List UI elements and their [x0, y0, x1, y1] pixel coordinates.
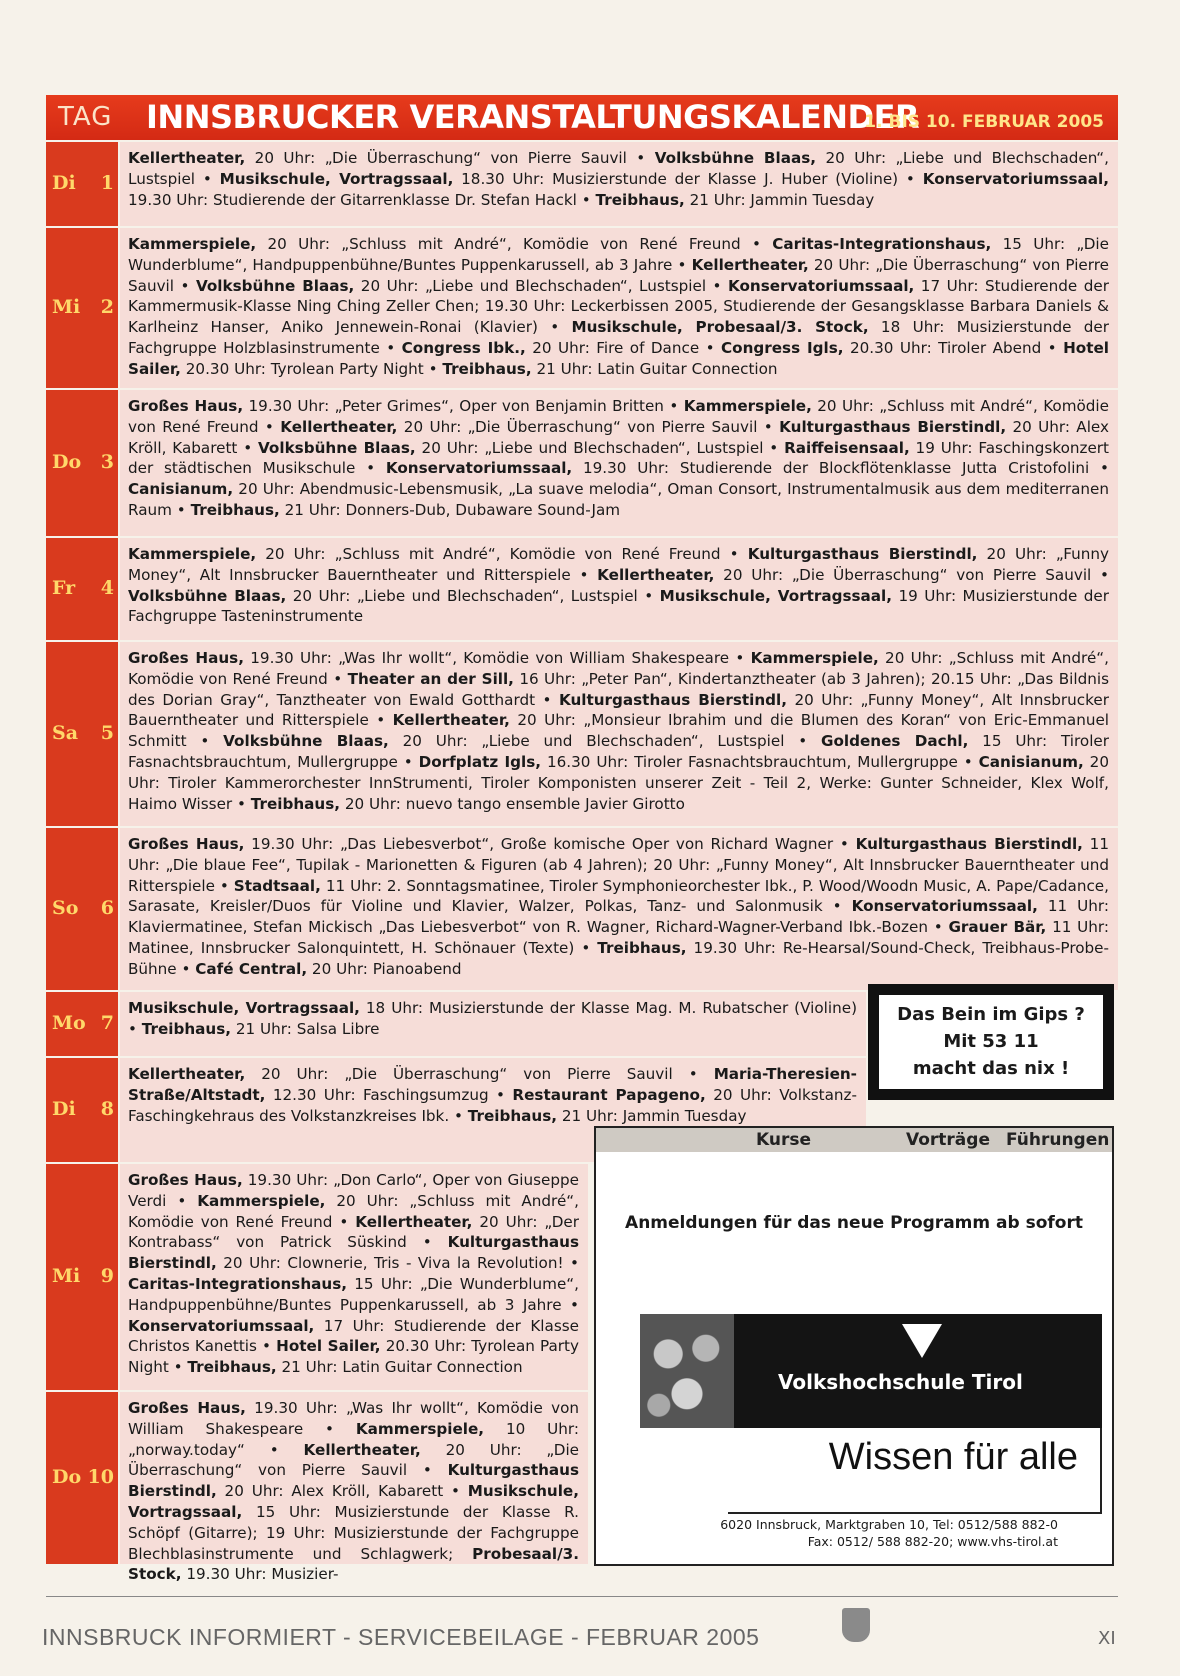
- venue-name: Kellertheater,: [691, 255, 809, 274]
- event-details: 19.30 Uhr: „Was Ihr wollt“, Komödie von William Shakespeare •: [128, 1399, 579, 1438]
- event-details: 16.30 Uhr: Tiroler Fasnachtsbrauchtum, Mullergruppe •: [541, 752, 979, 771]
- event-details: 18 Uhr: Musizierstunde der Klasse Mag. M. Rubatscher (Violine) •: [128, 999, 857, 1038]
- venue-name: Musikschule, Vortragssaal,: [219, 169, 454, 188]
- venue-name: Kellertheater,: [128, 149, 246, 167]
- day-events: [120, 538, 1118, 640]
- event-details: 19.30 Uhr: „Peter Grimes“, Oper von Benjamin Britten •: [243, 397, 684, 415]
- venue-name: Kellertheater,: [392, 711, 510, 730]
- day-row: [46, 228, 1118, 388]
- calendar-header: [46, 95, 1118, 140]
- event-details: 20 Uhr: „Schluss mit André“, Komödie von René Freund •: [256, 545, 748, 563]
- event-details: 20 Uhr: „Die Überraschung“ von Pierre Sauvil •: [245, 1065, 714, 1083]
- event-details: 18 Uhr: Musizierstunde der Fachgruppe Holzblasinstrumente •: [128, 318, 1110, 357]
- event-details: 20.30 Uhr: Tiroler Abend •: [843, 338, 1064, 357]
- venue-name: Kulturgasthaus Bierstindl,: [779, 417, 1007, 436]
- vhs-tab-vortraege: Vorträge: [906, 1130, 990, 1150]
- header-dates: 1. BIS 10. FEBRUAR 2005: [864, 112, 1104, 132]
- venue-name: Kammerspiele,: [683, 397, 812, 415]
- venue-name: Kulturgasthaus Bierstindl,: [128, 1233, 579, 1273]
- vhs-tab-fuehrungen: Führungen: [1006, 1130, 1110, 1150]
- event-details: 20 Uhr: „Schluss mit André“, Komödie von René Freund •: [128, 1191, 579, 1231]
- day-label: [46, 828, 118, 990]
- venue-name: Volksbühne Blaas,: [128, 586, 287, 605]
- event-details: 15 Uhr: Musizierstunde der Klasse R. Schöpf (Gitarre); 19 Uhr: Musizierstunde der Fachgruppe Blechblasinstrumente und Schlagwerk;: [128, 1502, 579, 1563]
- event-details: 11 Uhr: Matinee, Innsbrucker Salonquintett, H. Schönauer (Texte) •: [128, 918, 1109, 957]
- day-number: 6: [100, 897, 114, 919]
- venue-name: Raiffeisensaal,: [784, 438, 910, 457]
- event-details: 17 Uhr: Studierende der Klasse Christos Kanettis •: [128, 1316, 579, 1356]
- event-details: 19.30 Uhr: Studierende der Blockflötenklasse Jutta Cristofolini •: [572, 459, 1109, 478]
- page-number: XI: [1098, 1628, 1116, 1649]
- event-details: 20 Uhr: „Die Überraschung“ von Pierre Sauvil •: [128, 1440, 580, 1480]
- event-details: 10 Uhr: „norway.today“ •: [128, 1419, 579, 1459]
- day-number: 9: [100, 1265, 114, 1287]
- venue-name: Musikschule, Probesaal/3. Stock,: [571, 318, 869, 337]
- venue-name: Stadtsaal,: [233, 876, 321, 895]
- venue-name: Kulturgasthaus Bierstindl,: [747, 545, 978, 563]
- venue-name: Großes Haus,: [128, 835, 245, 853]
- day-label: [46, 642, 118, 826]
- event-details: 20 Uhr: „Schluss mit André“, Komödie von René Freund •: [128, 397, 1109, 436]
- vhs-group-photo: [640, 1314, 734, 1428]
- venue-name: Kellertheater,: [303, 1440, 421, 1459]
- vhs-fax-line: Fax: 0512/ 588 882-20; www.vhs-tirol.at: [807, 1534, 1058, 1549]
- venue-name: Konservatoriumssaal,: [922, 169, 1109, 188]
- venue-name: Treibhaus,: [190, 500, 280, 519]
- event-details: 21 Uhr: Jammin Tuesday: [557, 1106, 747, 1125]
- venue-name: Treibhaus,: [442, 359, 532, 378]
- day-events: [120, 992, 866, 1056]
- venue-name: Konservatoriumssaal,: [128, 1316, 315, 1335]
- event-details: 21 Uhr: Salsa Libre: [231, 1019, 380, 1038]
- event-details: 20 Uhr: Alex Kröll, Kabarett •: [128, 417, 1109, 457]
- venue-name: Konservatoriumssaal,: [385, 459, 573, 478]
- event-details: 20 Uhr: „Monsieur Ibrahim und die Blumen des Koran“ von Eric-Emmanuel Schmitt •: [128, 711, 1110, 751]
- day-name: Do: [52, 1466, 82, 1488]
- venue-name: Kammerspiele,: [750, 649, 879, 667]
- event-details: 12.30 Uhr: Faschingsumzug •: [265, 1085, 513, 1104]
- venue-name: Musikschule, Vortragssaal,: [128, 1482, 579, 1521]
- city-crest-icon: [842, 1608, 870, 1642]
- day-label: [46, 1164, 118, 1390]
- event-details: 11 Uhr: Klaviermatinee, Stefan Mickisch „Das Liebesverbot“ von R. Wagner, Richard-Wagner-Verband Ibk.-Bozen •: [128, 897, 1109, 937]
- day-number: 3: [100, 451, 114, 473]
- venue-name: Dorfplatz Igls,: [418, 752, 542, 771]
- event-details: 20 Uhr: „Schluss mit André“, Komödie von René Freund •: [128, 649, 1110, 688]
- day-label: [46, 390, 118, 536]
- event-details: 20 Uhr: Alex Kröll, Kabarett •: [216, 1482, 468, 1501]
- venue-name: Probesaal/3. Stock,: [128, 1544, 579, 1584]
- day-events: [120, 1392, 588, 1584]
- ad-gips-line2: Mit 53 11: [943, 1031, 1039, 1052]
- vhs-banner: [640, 1314, 1102, 1428]
- footer-divider: [46, 1596, 1118, 1597]
- event-details: 17 Uhr: Studierende der Kammermusik-Klasse Ning Ching Zeller Chen; 19.30 Uhr: Leckerbissen 2005, Studierende der Gesangsklasse Barbara Daniels & Karlheinz Hanser, Aniko Jennewein-Ronai (Klavier) •: [128, 276, 1109, 337]
- event-details: 15 Uhr: „Die Wunderblume“, Handpuppenbühne/Buntes Puppenkarussell, ab 3 Jahre •: [128, 235, 1109, 274]
- event-details: 20 Uhr: „Die Überraschung“ von Pierre Sauvil •: [245, 149, 655, 167]
- day-number: 1: [100, 172, 114, 194]
- venue-name: Volksbühne Blaas,: [195, 276, 355, 295]
- vhs-announcement: Anmeldungen für das neue Programm ab sofort: [625, 1213, 1083, 1233]
- vhs-name: Volkshochschule Tirol: [778, 1370, 1023, 1394]
- day-label: [46, 992, 118, 1056]
- venue-name: Theater an der Sill,: [347, 669, 514, 688]
- venue-name: Kammerspiele,: [128, 545, 257, 563]
- day-name: Do: [52, 451, 82, 473]
- venue-name: Maria-Theresien-Straße/Altstadt,: [128, 1065, 857, 1104]
- day-name: Sa: [52, 722, 79, 744]
- venue-name: Kellertheater,: [280, 417, 398, 436]
- day-events: [120, 642, 1118, 826]
- venue-name: Congress Igls,: [720, 338, 844, 357]
- vhs-logo-icon: [902, 1324, 942, 1358]
- event-details: 21 Uhr: Jammin Tuesday: [684, 190, 875, 209]
- event-details: 15 Uhr: „Die Wunderblume“, Handpuppenbühne/Buntes Puppenkarussell, ab 3 Jahre •: [128, 1274, 579, 1314]
- venue-name: Musikschule, Vortragssaal,: [659, 586, 893, 605]
- venue-name: Kellertheater,: [355, 1212, 473, 1231]
- event-details: 19.30 Uhr: „Don Carlo“, Oper von Giuseppe Verdi •: [128, 1171, 580, 1210]
- event-details: 20 Uhr: „Liebe und Blechschaden“, Lustspiel •: [128, 149, 1109, 188]
- venue-name: Treibhaus,: [595, 190, 685, 209]
- venue-name: Treibhaus,: [250, 794, 341, 813]
- event-details: 19.30 Uhr: Musizier-: [181, 1565, 339, 1584]
- venue-name: Congress Ibk.,: [401, 338, 526, 357]
- day-events: [120, 828, 1118, 990]
- event-details: 20 Uhr: „Liebe und Blechschaden“, Lustspiel •: [388, 732, 822, 751]
- event-details: 19.30 Uhr: Studierende der Gitarrenklasse Dr. Stefan Hackl •: [128, 190, 596, 209]
- day-events: [120, 228, 1118, 388]
- event-details: 15 Uhr: Tiroler Fasnachtsbrauchtum, Mullergruppe •: [128, 732, 1110, 771]
- venue-name: Restaurant Papageno,: [512, 1085, 706, 1104]
- venue-name: Hotel Sailer,: [128, 338, 1109, 378]
- event-details: 20 Uhr: Clownerie, Tris - Viva la Revolution! •: [216, 1254, 579, 1273]
- venue-name: Volksbühne Blaas,: [258, 438, 416, 457]
- event-details: 11 Uhr: „Die blaue Fee“, Tupilak - Marionetten & Figuren (ab 4 Jahren); 20 Uhr: „Funny Money“, Alt Innsbrucker Bauerntheater und Ritterspiele •: [128, 835, 1109, 895]
- event-details: 19 Uhr: Musizierstunde der Fachgruppe Tasteninstrumente: [128, 586, 1109, 626]
- venue-name: Treibhaus,: [597, 938, 687, 957]
- venue-name: Kammerspiele,: [355, 1419, 485, 1438]
- vhs-tabs: [596, 1128, 1112, 1152]
- day-number: 10: [87, 1466, 114, 1488]
- venue-name: Treibhaus,: [141, 1019, 232, 1038]
- day-number: 2: [100, 296, 114, 318]
- event-details: 21 Uhr: Donners-Dub, Dubaware Sound-Jam: [279, 500, 621, 519]
- event-details: 20 Uhr: nuevo tango ensemble Javier Girotto: [340, 794, 685, 813]
- venue-name: Kulturgasthaus Bierstindl,: [558, 690, 788, 709]
- day-number: 5: [100, 722, 114, 744]
- day-number: 8: [100, 1098, 114, 1120]
- day-label: [46, 142, 118, 226]
- day-name: Fr: [52, 577, 76, 599]
- venue-name: Goldenes Dachl,: [821, 732, 969, 751]
- event-details: 20 Uhr: „Funny Money“, Alt Innsbrucker Bauerntheater und Ritterspiele •: [128, 545, 1109, 584]
- day-name: Mo: [52, 1012, 86, 1034]
- event-details: 20 Uhr: Tiroler Kammerorchester InnStrumenti, Tiroler Komponisten unserer Zeit - Teil 2, Werke: Gunter Schneider, Klex Wolf, Haimo Wisser •: [128, 752, 1110, 813]
- day-name: So: [52, 897, 79, 919]
- vhs-address-line: 6020 Innsbruck, Marktgraben 10, Tel: 0512/588 882-0: [720, 1517, 1058, 1532]
- venue-name: Kulturgasthaus Bierstindl,: [128, 1461, 579, 1501]
- day-name: Di: [52, 1098, 76, 1120]
- event-details: 20 Uhr: „Liebe und Blechschaden“, Lustspiel •: [286, 586, 660, 605]
- event-details: 18.30 Uhr: Musizierstunde der Klasse J. Huber (Violine) •: [453, 169, 923, 188]
- venue-name: Kulturgasthaus Bierstindl,: [855, 835, 1083, 853]
- venue-name: Canisianum,: [128, 480, 234, 499]
- day-row: [46, 390, 1118, 536]
- footer-text: INNSBRUCK INFORMIERT - SERVICEBEILAGE - FEBRUAR 2005: [42, 1624, 760, 1650]
- venue-name: Café Central,: [195, 959, 308, 978]
- day-label: [46, 228, 118, 388]
- venue-name: Treibhaus,: [187, 1358, 277, 1377]
- vhs-address: [720, 1516, 1058, 1550]
- venue-name: Kammerspiele,: [128, 235, 257, 253]
- day-row: [46, 142, 1118, 226]
- venue-name: Großes Haus,: [128, 1171, 243, 1189]
- event-details: 20 Uhr: „Funny Money“, Alt Innsbrucker Bauerntheater und Ritterspiele •: [128, 690, 1109, 730]
- event-details: 20 Uhr: „Die Überraschung“ von Pierre Sauvil •: [397, 417, 780, 436]
- venue-name: Canisianum,: [978, 752, 1084, 771]
- vhs-tab-kurse: Kurse: [756, 1130, 812, 1150]
- vhs-slogan: Wissen für alle: [828, 1436, 1078, 1478]
- day-name: Mi: [52, 296, 81, 318]
- event-details: 20 Uhr: „Die Überraschung“ von Pierre Sauvil •: [128, 255, 1109, 295]
- event-details: 20 Uhr: Volkstanz-Faschingkehraus des Volkstanzkreises Ibk. •: [128, 1085, 857, 1125]
- event-details: 19.30 Uhr: „Was Ihr wollt“, Komödie von William Shakespeare •: [243, 649, 751, 667]
- header-title: INNSBRUCKER VERANSTALTUNGSKALENDER: [146, 98, 920, 136]
- event-details: 20.30 Uhr: Tyrolean Party Night •: [128, 1337, 579, 1377]
- ad-gips-line3: macht das nix !: [912, 1058, 1070, 1079]
- day-row: [46, 642, 1118, 826]
- venue-name: Hotel Sailer,: [276, 1337, 381, 1356]
- venue-name: Volksbühne Blaas,: [654, 149, 817, 167]
- day-number: 4: [100, 577, 114, 599]
- venue-name: Caritas-Integrationshaus,: [772, 235, 992, 253]
- venue-name: Kammerspiele,: [197, 1191, 326, 1210]
- ad-gips-line1: Das Bein im Gips ?: [897, 1004, 1085, 1025]
- day-row: [46, 538, 1118, 640]
- day-events: [120, 1164, 588, 1390]
- day-label: [46, 538, 118, 640]
- venue-name: Kellertheater,: [597, 565, 715, 584]
- venue-name: Treibhaus,: [467, 1106, 558, 1125]
- venue-name: Großes Haus,: [128, 649, 244, 667]
- venue-name: Musikschule, Vortragssaal,: [128, 999, 360, 1017]
- header-tag: TAG: [58, 102, 113, 132]
- venue-name: Volksbühne Blaas,: [223, 732, 389, 751]
- event-details: 16 Uhr: „Peter Pan“, Kindertanztheater (ab 3 Jahren); 20.15 Uhr: „Das Bildnis des Dorian Gray“, Tanztheater von Ewald Gotthardt •: [128, 669, 1109, 709]
- event-details: 21 Uhr: Latin Guitar Connection: [276, 1358, 523, 1377]
- day-name: Di: [52, 172, 76, 194]
- venue-name: Konservatoriumssaal,: [851, 897, 1038, 916]
- event-details: 20 Uhr: „Der Kontrabass“ von Patrick Süskind •: [128, 1212, 579, 1252]
- event-details: 20 Uhr: „Die Überraschung“ von Pierre Sauvil •: [714, 565, 1109, 584]
- event-details: 21 Uhr: Latin Guitar Connection: [531, 359, 778, 378]
- event-details: 19.30 Uhr: Re-Hearsal/Sound-Check, Treibhaus-Probe-Bühne •: [128, 938, 1109, 978]
- event-details: 20 Uhr: „Liebe und Blechschaden“, Lustspiel •: [354, 276, 728, 295]
- event-details: 20 Uhr: „Liebe und Blechschaden“, Lustspiel •: [415, 438, 785, 457]
- day-row: [46, 828, 1118, 990]
- day-label: [46, 1392, 118, 1564]
- ad-vhs: [594, 1126, 1114, 1566]
- event-details: 20 Uhr: Pianoabend: [307, 959, 462, 978]
- event-details: 11 Uhr: 2. Sonntagsmatinee, Tiroler Symphonieorchester Ibk., P. Wood/Woodn Music, A. Pape/Cadance, Sarasate, Kreisler/Duos für Violine und Klavier, Walzer, Polkas, Tanz- und Salonmusik •: [128, 876, 1109, 916]
- event-details: 19.30 Uhr: „Das Liebesverbot“, Große komische Oper von Richard Wagner •: [244, 835, 856, 853]
- venue-name: Caritas-Integrationshaus,: [128, 1274, 348, 1293]
- event-details: 20.30 Uhr: Tyrolean Party Night •: [180, 359, 443, 378]
- day-label: [46, 1058, 118, 1162]
- day-events: [120, 390, 1118, 536]
- venue-name: Grauer Bär,: [948, 918, 1047, 937]
- venue-name: Großes Haus,: [128, 1399, 246, 1417]
- venue-name: Kellertheater,: [128, 1065, 246, 1083]
- event-details: 19 Uhr: Faschingskonzert der städtischen Musikschule •: [128, 438, 1109, 478]
- day-events: [120, 142, 1118, 226]
- event-details: 20 Uhr: Abendmusic-Lebensmusik, „La suave melodia“, Oman Consort, Instrumentalmusik aus dem mediterranen Raum •: [128, 480, 1109, 519]
- event-details: 20 Uhr: „Schluss mit André“, Komödie von René Freund •: [256, 235, 773, 253]
- event-details: 20 Uhr: Fire of Dance •: [525, 338, 721, 357]
- venue-name: Großes Haus,: [128, 397, 244, 415]
- day-number: 7: [100, 1012, 114, 1034]
- venue-name: Konservatoriumssaal,: [728, 276, 915, 295]
- day-name: Mi: [52, 1265, 81, 1287]
- ad-gips: [868, 984, 1114, 1100]
